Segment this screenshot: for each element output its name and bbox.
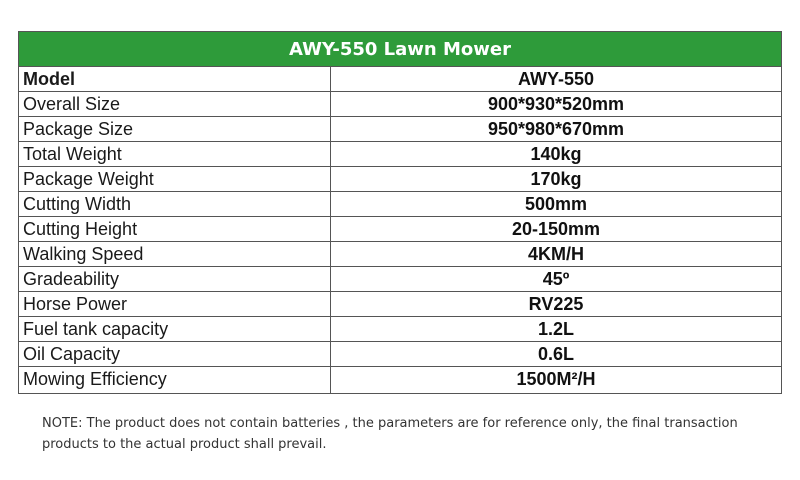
- table-title: AWY-550 Lawn Mower: [19, 32, 781, 67]
- row-value: 900*930*520mm: [487, 94, 625, 114]
- table-row: [19, 217, 781, 242]
- row-label: Mowing Efficiency: [19, 367, 331, 393]
- row-label: Package Weight: [19, 167, 331, 191]
- row-value: 140kg: [530, 144, 582, 164]
- table-row: [19, 317, 781, 342]
- row-label: Fuel tank capacity: [19, 317, 331, 341]
- row-label: Walking Speed: [19, 242, 331, 266]
- row-value: 20-150mm: [511, 219, 601, 239]
- row-value: 500mm: [524, 194, 588, 214]
- row-value: 0.6L: [537, 344, 575, 364]
- row-label: Package Size: [19, 117, 331, 141]
- row-value: 1.2L: [537, 319, 575, 339]
- row-label: Overall Size: [19, 92, 331, 116]
- row-label: Cutting Height: [19, 217, 331, 241]
- row-value: 170kg: [530, 169, 582, 189]
- table-row: [19, 242, 781, 267]
- row-value: RV225: [528, 294, 584, 314]
- table-row: [19, 342, 781, 367]
- row-label: Horse Power: [19, 292, 331, 316]
- row-value: 1500M²/H: [516, 369, 596, 389]
- table-row: [19, 67, 781, 92]
- row-label: Model: [19, 67, 331, 91]
- table-row: [19, 92, 781, 117]
- note-line-1: NOTE: The product does not contain batteries , the parameters are for reference only, the final transaction: [42, 416, 738, 431]
- table-row: [19, 117, 781, 142]
- row-value: 950*980*670mm: [487, 119, 625, 139]
- row-label: Oil Capacity: [19, 342, 331, 366]
- spec-table: [18, 31, 782, 394]
- table-row: [19, 367, 781, 393]
- note-line-2: products to the actual product shall prevail.: [42, 437, 327, 452]
- row-label: Total Weight: [19, 142, 331, 166]
- row-label: Cutting Width: [19, 192, 331, 216]
- row-label: Gradeability: [19, 267, 331, 291]
- table-row: [19, 292, 781, 317]
- row-value: 4KM/H: [527, 244, 584, 264]
- table-row: [19, 267, 781, 292]
- disclaimer-note: [42, 413, 762, 455]
- row-value: AWY-550: [517, 69, 595, 89]
- table-row: [19, 192, 781, 217]
- table-row: [19, 167, 781, 192]
- row-value: 45º: [542, 269, 570, 289]
- table-row: [19, 142, 781, 167]
